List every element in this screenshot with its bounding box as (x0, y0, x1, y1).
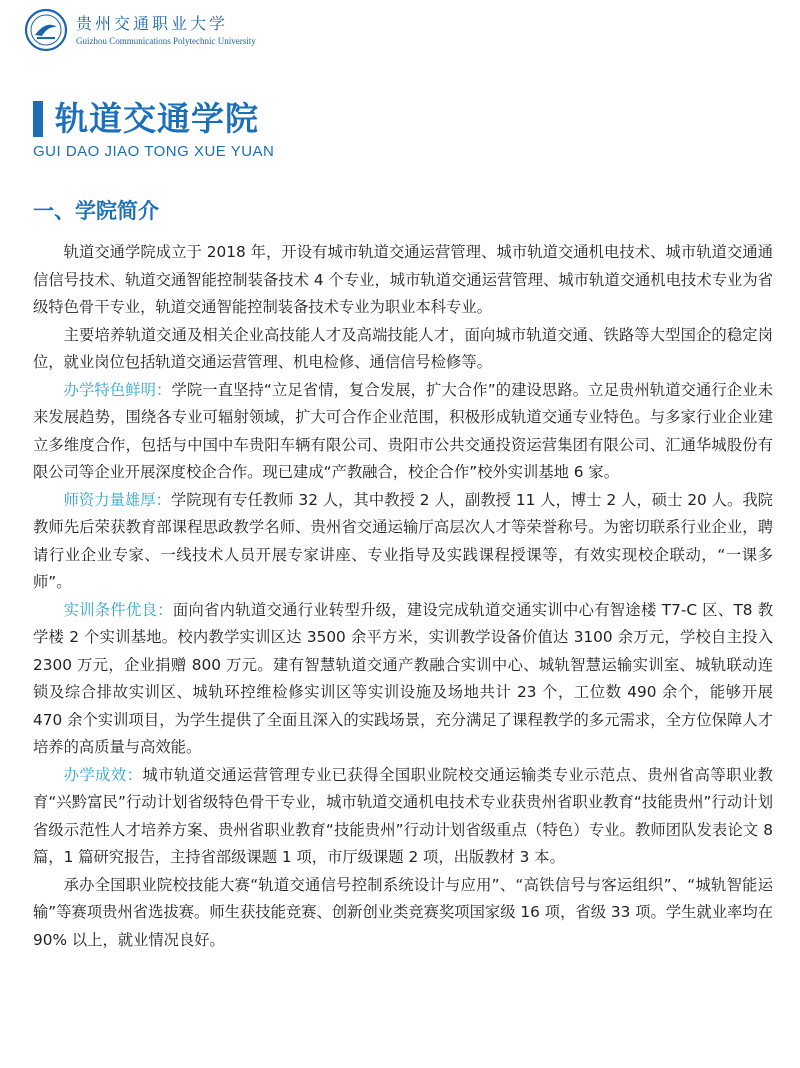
paragraph-lead: 师资力量雄厚： (63, 490, 171, 509)
logo-english-name: Guizhou Communications Polytechnic University (76, 35, 256, 46)
paragraph-intro (33, 239, 773, 322)
page-title-pinyin: GUI DAO JIAO TONG XUE YUAN (33, 143, 275, 160)
paragraph-competitions (33, 872, 773, 955)
paragraph-lead: 办学成效： (63, 765, 143, 784)
page-title-block (33, 97, 274, 160)
paragraph-training-goals (33, 322, 773, 377)
paragraph-lead: 办学特色鲜明： (63, 380, 172, 399)
university-logo (24, 8, 256, 52)
paragraph-text: 轨道交通学院成立于 2018 年，开设有城市轨道交通运营管理、城市轨道交通机电技术、城市轨道交通通信信号技术、轨道交通智能控制装备技术 4 个专业，城市轨道交通运营管理、城市轨道交通机电技术专业为省级特色骨干专业，轨道交通智能控制装备技术专业为职业本科专业。 (33, 243, 773, 316)
logo-chinese-name: 贵州交通职业大学 (76, 13, 229, 33)
paragraph-achievements (33, 762, 773, 872)
paragraph-text: 学院一直坚持“立足省情，复合发展，扩大合作”的建设思路。立足贵州轨道交通行企业未来发展趋势，围绕各专业可辐射领域，扩大可合作企业范围，积极形成轨道交通专业特色。与多家行业企业建立多维度合作，包括与中国中车贵阳车辆有限公司、贵阳市公共交通投资运营集团有限公司、汇通华城股份有限公司等企业开展深度校企合作。现已建成“产教融合，校企合作”校外实训基地 6 家。 (33, 380, 773, 481)
paragraph-text: 城市轨道交通运营管理专业已获得全国职业院校交通运输类专业示范点、贵州省高等职业教育“兴黔富民”行动计划省级特色骨干专业，城市轨道交通机电技术专业获贵州省职业教育“技能贵州”行动计划省级示范性人才培养方案、贵州省职业教育“技能贵州”行动计划省级重点（特色）专业。教师团队发表论文 8 篇，1 篇研究报告，主持省部级课题 1 项，市厅级课题 2 项，出版教材 3 本。 (33, 765, 773, 866)
section-heading: 一、学院简介 (33, 199, 159, 223)
paragraph-text: 承办全国职业院校技能大赛“轨道交通信号控制系统设计与应用”、“高铁信号与客运组织”、“城轨智能运输”等赛项贵州省选拔赛。师生获技能竞赛、创新创业类竞赛奖项国家级 16 项，省级 33 项。学生就业率均在 90% 以上，就业情况良好。 (33, 875, 773, 949)
paragraph-faculty (33, 487, 773, 597)
paragraph-text: 主要培养轨道交通及相关企业高技能人才及高端技能人才，面向城市轨道交通、铁路等大型国企的稳定岗位，就业岗位包括轨道交通运营管理、机电检修、通信信号检修等。 (33, 325, 773, 371)
university-emblem-icon (24, 8, 68, 52)
page-title: 轨道交通学院 (55, 99, 259, 138)
body-content (33, 239, 773, 954)
paragraph-text: 面向省内轨道交通行业转型升级，建设完成轨道交通实训中心有智途楼 T7-C 区、T8 教学楼 2 个实训基地。校内教学实训区达 3500 余平方米，实训教学设备价值达 3100 余万元，学校自主投入 2300 万元，企业捐赠 800 万元。建有智慧轨道交通产教融合实训中心、城轨智慧运输实训室、城轨联动连锁及综合排故实训区、城轨环控维检修实训区等实训设施及场地共计 23 个，工位数 490 余个，能够开展 470 余个实训项目，为学生提供了全面且深入的实践场景，充分满足了课程教学的多元需求，全方位保障人才培养的高质量与高效能。 (33, 600, 773, 756)
title-accent-bar (33, 101, 43, 137)
paragraph-text: 学院现有专任教师 32 人，其中教授 2 人，副教授 11 人，博士 2 人，硕士 20 人。我院教师先后荣获教育部课程思政教学名师、贵州省交通运输厅高层次人才等荣誉称号。为密切联系行业企业，聘请行业企业专家、一线技术人员开展专家讲座、专业指导及实践课程授课等，有效实现校企联动，“一课多师”。 (33, 490, 773, 591)
paragraph-features (33, 377, 773, 487)
paragraph-facilities (33, 597, 773, 762)
paragraph-lead: 实训条件优良： (63, 600, 173, 619)
